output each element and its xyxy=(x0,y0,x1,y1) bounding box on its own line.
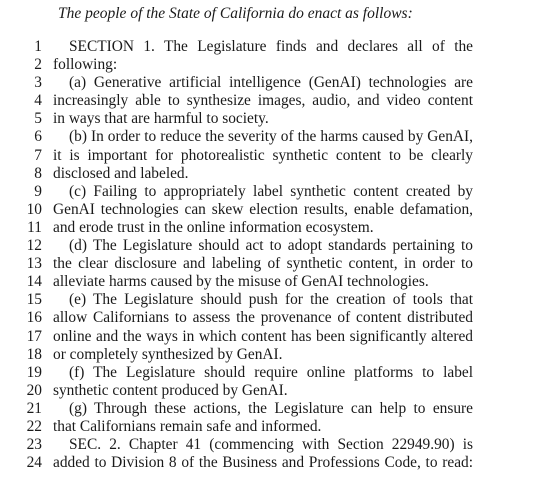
line-text: added to Division 8 of the Business and Professions Code, to read: xyxy=(53,454,473,472)
bill-line xyxy=(0,201,554,219)
line-number: 5 xyxy=(34,110,42,128)
line-number: 7 xyxy=(34,146,42,164)
bill-line xyxy=(0,328,554,346)
line-text: the clear disclosure and labeling of synthetic content, in order to xyxy=(53,255,473,273)
line-text: (e) The Legislature should push for the creation of tools that xyxy=(69,291,473,309)
line-number: 11 xyxy=(27,218,42,236)
line-number: 24 xyxy=(26,454,42,472)
line-number: 13 xyxy=(26,255,42,273)
line-number: 21 xyxy=(26,399,42,417)
line-number: 3 xyxy=(34,74,42,92)
bill-line xyxy=(0,436,554,454)
line-text: (b) In order to reduce the severity of the harms caused by GenAI, xyxy=(69,128,473,146)
bill-line xyxy=(0,418,554,436)
line-text: SECTION 1. The Legislature finds and declares all of the xyxy=(69,38,473,55)
bill-line xyxy=(0,219,554,237)
line-text: increasingly able to synthesize images, audio, and video content xyxy=(53,92,473,110)
line-number: 18 xyxy=(26,345,42,363)
line-text: alleviate harms caused by the misuse of GenAI technologies. xyxy=(53,273,429,291)
bill-line xyxy=(0,183,554,201)
line-text: (c) Failing to appropriately label synthetic content created by xyxy=(69,182,473,200)
line-text: SEC. 2. Chapter 41 (commencing with Section 22949.90) is xyxy=(69,436,473,454)
line-number: 20 xyxy=(26,381,42,399)
line-number: 17 xyxy=(26,327,42,345)
bill-line xyxy=(0,74,554,92)
line-number: 9 xyxy=(34,182,42,200)
line-number: 16 xyxy=(26,309,42,327)
line-text: (d) The Legislature should act to adopt standards pertaining to xyxy=(69,237,473,255)
line-number: 1 xyxy=(34,38,42,55)
line-number: 2 xyxy=(34,56,42,74)
bill-line xyxy=(0,291,554,309)
line-text: (g) Through these actions, the Legislature can help to ensure xyxy=(69,399,473,417)
line-number: 19 xyxy=(26,363,42,381)
bill-line xyxy=(0,110,554,128)
line-text: allow Californians to assess the provenance of content distributed xyxy=(53,309,473,327)
bill-line xyxy=(0,38,554,56)
bill-line xyxy=(0,382,554,400)
bill-line xyxy=(0,56,554,74)
bill-line xyxy=(0,128,554,146)
line-number: 10 xyxy=(26,200,42,218)
enacting-clause: The people of the State of California do enact as follows: xyxy=(58,5,413,22)
line-text: online and the ways in which content has been significantly altered xyxy=(53,327,473,345)
bill-text-body xyxy=(0,38,554,472)
line-text: in ways that are harmful to society. xyxy=(53,110,269,128)
bill-line xyxy=(0,309,554,327)
line-text: or completely synthesized by GenAI. xyxy=(53,345,283,363)
line-text: (a) Generative artificial intelligence (GenAI) technologies are xyxy=(69,74,473,92)
line-number: 22 xyxy=(26,417,42,435)
bill-line xyxy=(0,454,554,472)
line-number: 4 xyxy=(34,92,42,110)
bill-line xyxy=(0,364,554,382)
line-text: GenAI technologies can skew election results, enable defamation, xyxy=(53,200,473,218)
bill-line xyxy=(0,273,554,291)
line-text: (f) The Legislature should require online platforms to label xyxy=(69,363,473,381)
line-number: 14 xyxy=(26,273,42,291)
line-text: following: xyxy=(53,56,118,74)
bill-line xyxy=(0,346,554,364)
bill-line xyxy=(0,237,554,255)
line-text: and erode trust in the online information ecosystem. xyxy=(53,218,374,236)
line-text: that Californians remain safe and informed. xyxy=(53,417,322,435)
line-number: 8 xyxy=(34,164,42,182)
line-number: 15 xyxy=(26,291,42,309)
bill-line xyxy=(0,165,554,183)
line-number: 12 xyxy=(26,237,42,255)
line-number: 6 xyxy=(34,128,42,146)
line-text: synthetic content produced by GenAI. xyxy=(53,381,288,399)
line-text: disclosed and labeled. xyxy=(53,164,189,182)
bill-line xyxy=(0,147,554,165)
bill-line xyxy=(0,255,554,273)
line-number: 23 xyxy=(26,436,42,454)
bill-line xyxy=(0,92,554,110)
line-text: it is important for photorealistic synthetic content to be clearly xyxy=(53,146,473,164)
bill-line xyxy=(0,400,554,418)
